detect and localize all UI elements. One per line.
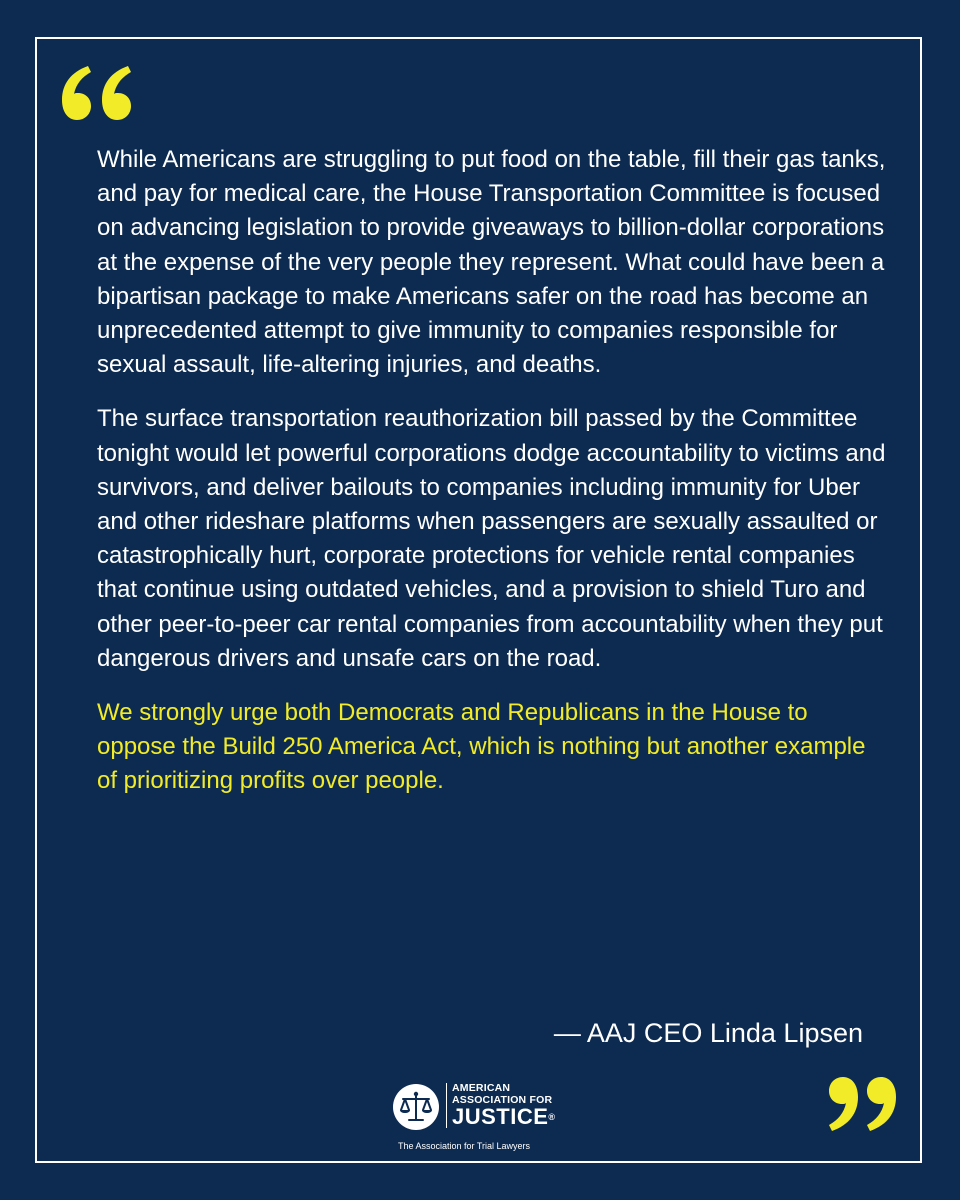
open-quote-icon: [58, 62, 134, 122]
close-quote-icon: [826, 1075, 900, 1135]
quote-highlight-paragraph: We strongly urge both Democrats and Republicans in the House to oppose the Build 250 America Act, which is nothing but another example of prioritizing profits over people.: [97, 699, 866, 795]
quote-paragraph-2: The surface transportation reauthorization bill passed by the Committee tonight would let powerful corporations dodge accountability to victims and survivors, and deliver bailouts to companies including immunity for Uber and other rideshare platforms when passengers are sexually assaulted or catastrophically hurt, corporate protections for vehicle rental companies that continue using outdated vehicles, and a provision to shield Turo and other peer-to-peer car rental companies from accountability when they put dangerous drivers and unsafe cars on the road.: [97, 405, 886, 672]
quote-body: [97, 143, 887, 819]
logo-line-american: AMERICAN: [452, 1082, 511, 1094]
aaj-logo: [392, 1083, 556, 1153]
logo-line-association: ASSOCIATION FOR: [452, 1094, 553, 1106]
quote-paragraph-1: While Americans are struggling to put food on the table, fill their gas tanks, and pay for medical care, the House Transportation Committee is focused on advancing legislation to provide giveaways to billion-dollar corporations at the expense of the very people they represent. What could have been a bipartisan package to make Americans safer on the road has become an unprecedented attempt to give immunity to companies responsible for sexual assault, life-altering injuries, and deaths.: [97, 146, 886, 379]
attribution: — AAJ CEO Linda Lipsen: [553, 1018, 863, 1048]
logo-justice-word: JUSTICE: [452, 1104, 549, 1129]
logo-line-justice: [452, 1106, 556, 1128]
logo-wordmark: [446, 1083, 556, 1128]
logo-tagline: The Association for Trial Lawyers: [398, 1141, 531, 1151]
scales-of-justice-icon: [392, 1083, 440, 1131]
logo-registered-mark: ®: [548, 1112, 556, 1122]
